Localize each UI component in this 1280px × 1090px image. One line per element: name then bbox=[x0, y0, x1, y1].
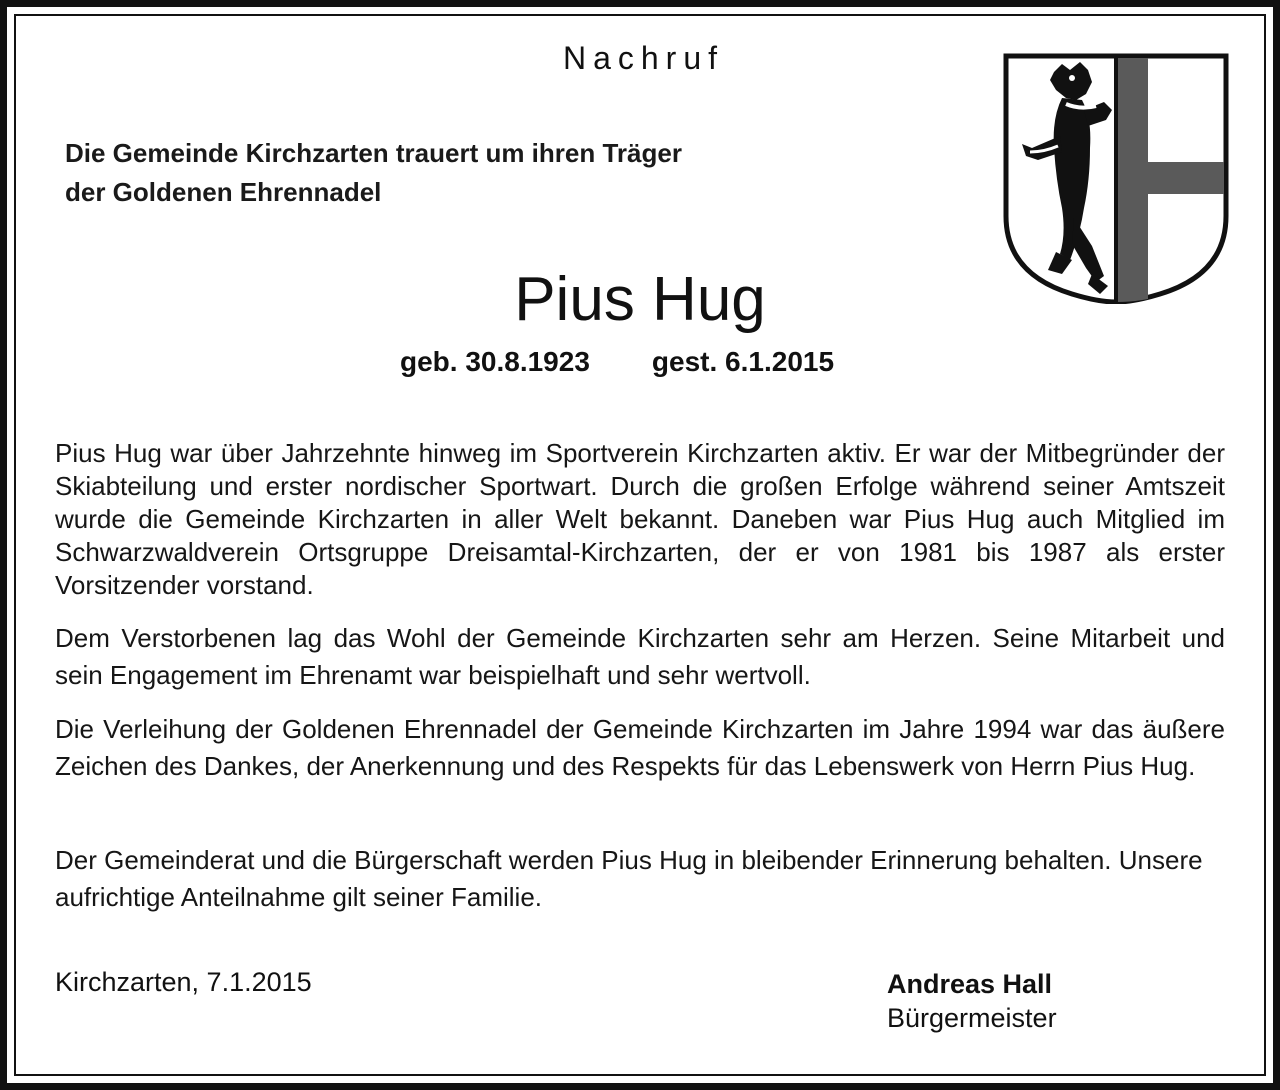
obituary-heading: Nachruf bbox=[562, 40, 725, 76]
signer-name: Andreas Hall bbox=[887, 969, 1053, 999]
death-date: gest. 6.1.2015 bbox=[651, 346, 835, 377]
place-and-date: Kirchzarten, 7.1.2015 bbox=[55, 967, 312, 997]
intro-line-1: Die Gemeinde Kirchzarten trauert um ihren Träger bbox=[65, 138, 682, 168]
paragraph-commitment: Dem Verstorbenen lag das Wohl der Gemeinde Kirchzarten sehr am Herzen. Seine Mitarbeit und sein Engagement im Ehrenamt war beispielhaft und sehr wertvoll. bbox=[55, 623, 1225, 690]
paragraph-condolence: Der Gemeinderat und die Bürgerschaft werden Pius Hug in bleibender Erinnerung behalten. Unsere aufrichtige Anteilnahme gilt seiner Familie. bbox=[55, 845, 1203, 912]
life-dates bbox=[400, 346, 834, 378]
intro-line-2: der Goldenen Ehrennadel bbox=[65, 177, 382, 207]
birth-date: geb. 30.8.1923 bbox=[400, 346, 590, 377]
paragraph-honor: Die Verleihung der Goldenen Ehrennadel der Gemeinde Kirchzarten im Jahre 1994 war das äußere Zeichen des Dankes, der Anerkennung und des Respekts für das Lebenswerk von Herrn Pius Hug. bbox=[55, 714, 1225, 781]
intro-text bbox=[65, 134, 682, 212]
signer-role: Bürgermeister bbox=[887, 1003, 1057, 1033]
signature-block bbox=[887, 967, 1057, 1035]
paragraph-career: Pius Hug war über Jahrzehnte hinweg im Sportverein Kirchzarten aktiv. Er war der Mitbegründer der Skiabteilung und erster nordischer Sportwart. Durch die großen Erfolge während seiner Amtszeit wurde die Gemeinde Kirchzarten in aller Welt bekannt. Daneben war Pius Hug auch Mitglied im Schwarzwaldverein Ortsgruppe Dreisamtal-Kirchzarten, der er von 1981 bis 1987 als erster Vorsitzender vorstand. bbox=[55, 438, 1225, 600]
deceased-name: Pius Hug bbox=[514, 265, 766, 334]
